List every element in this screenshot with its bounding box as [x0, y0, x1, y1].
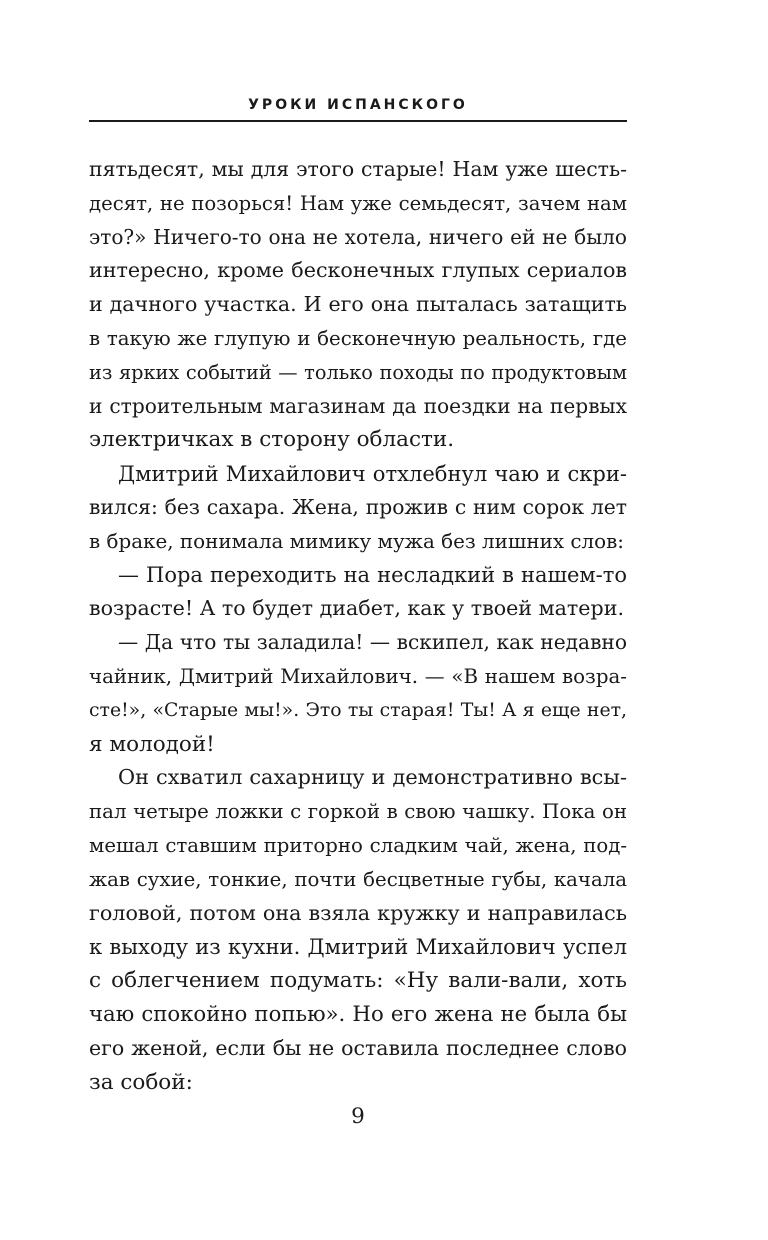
text-line: головой, потом она взяла кружку и направилась	[89, 900, 627, 925]
text-line: вился: без сахара. Жена, прожив с ним сорок лет	[89, 494, 627, 519]
text-line: сте!», «Старые мы!». Это ты старая! Ты! А я еще нет,	[89, 699, 627, 721]
text-line: чайник, Дмитрий Михайлович. — «В нашем возра-	[89, 664, 627, 688]
text-line: и строительным магазинам да поездки на первых	[89, 393, 627, 418]
body-text	[89, 153, 627, 1099]
text-line: Дмитрий Михайлович отхлебнул чаю и скри-	[118, 461, 627, 487]
text-line: за собой:	[89, 1069, 193, 1095]
header-rule	[89, 120, 627, 122]
text-line: интересно, кроме бесконечных глупых сериалов	[89, 258, 627, 283]
text-line: чаю спокойно попью». Но его жена не была бы	[89, 1001, 627, 1027]
text-line: электричках в сторону области.	[89, 427, 455, 453]
text-line: я молодой!	[89, 731, 215, 757]
page-number: 9	[351, 1104, 365, 1129]
text-line: десят, не позорься! Нам уже семьдесят, зачем нам	[89, 191, 627, 215]
text-line: пятьдесят, мы для этого старые! Нам уже шесть-	[89, 157, 627, 181]
text-line: из ярких событий — только походы по продуктовым	[89, 360, 627, 384]
text-line: Он схватил сахарницу и демонстративно всы-	[118, 765, 627, 790]
text-line: мешал ставшим приторно сладким чай, жена, под-	[89, 833, 627, 857]
text-line: в такую же глупую и бесконечную реальность, где	[89, 326, 627, 350]
text-line: его женой, если бы не оставила последнее слово	[89, 1035, 627, 1060]
text-line: пал четыре ложки с горкой в свою чашку. Пока он	[89, 800, 627, 824]
running-head: УРОКИ ИСПАНСКОГО	[248, 97, 468, 113]
text-line: — Пора переходить на несладкий в нашем-то	[118, 562, 627, 587]
text-line: возрасте! А то будет диабет, как у твоей матери.	[89, 596, 624, 621]
text-line: жав сухие, тонкие, почти бесцветные губы, качала	[89, 867, 627, 891]
text-line: с облегчением подумать: «Ну вали-вали, хоть	[89, 968, 627, 994]
text-line: — Да что ты заладила! — вскипел, как недавно	[118, 630, 627, 655]
text-line: к выходу из кухни. Дмитрий Михайлович успел	[89, 934, 627, 960]
text-line: в браке, понимала мимику мужа без лишних слов:	[89, 529, 624, 553]
text-line: и дачного участка. И его она пыталась затащить	[89, 292, 627, 317]
text-line: это?» Ничего-то она не хотела, ничего ей не было	[89, 224, 627, 249]
